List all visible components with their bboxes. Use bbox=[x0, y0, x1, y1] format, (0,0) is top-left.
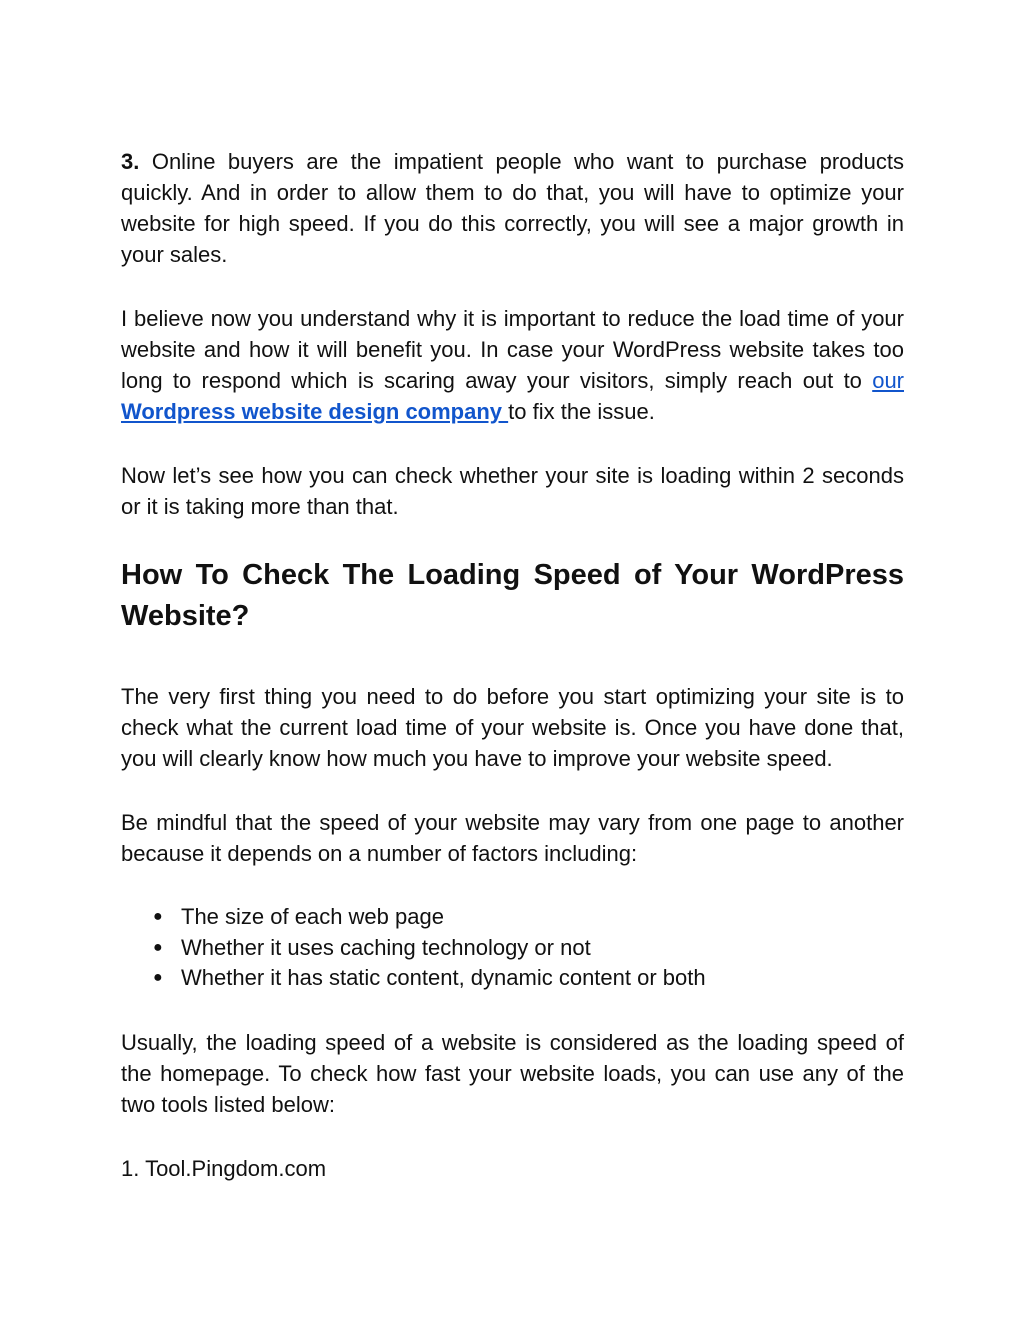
paragraph-understand-text: I believe now you understand why it is important to reduce the load time of your website and how it will benefit you. In case your WordPress website takes too long to respond which is scaring away your visitors, simply reach out to bbox=[121, 306, 904, 393]
list-item-text: Whether it has static content, dynamic content or both bbox=[181, 965, 706, 990]
tool-item-pingdom: 1. Tool.Pingdom.com bbox=[121, 1155, 327, 1181]
factors-list bbox=[121, 902, 904, 994]
bullet-icon: ● bbox=[153, 969, 163, 986]
paragraph-understand bbox=[121, 303, 904, 427]
link-bold-text: Wordpress website design company bbox=[121, 399, 509, 424]
paragraph-check-intro: Now let’s see how you can check whether your site is loading within 2 seconds or it is taking more than that. bbox=[121, 463, 904, 519]
paragraph-first-thing: The very first thing you need to do before you start optimizing your site is to check what the current load time of your website is. Once you have done that, you will clearly know how much you have to improve your website speed. bbox=[121, 684, 904, 771]
paragraph-usually: Usually, the loading speed of a website is considered as the loading speed of the homepage. To check how fast your website loads, you can use any of the two tools listed below: bbox=[121, 1029, 904, 1117]
paragraph-understand-end: to fix the issue. bbox=[508, 399, 655, 424]
bullet-icon: ● bbox=[153, 938, 163, 956]
point-number: 3. bbox=[121, 149, 140, 174]
document-page bbox=[121, 146, 904, 1184]
list-item bbox=[121, 902, 904, 933]
list-item-text: The size of each web page bbox=[181, 904, 444, 929]
bullet-icon: ● bbox=[153, 908, 163, 925]
paragraph-buyers bbox=[121, 146, 904, 270]
paragraph-buyers-text: Online buyers are the impatient people who want to purchase products quickly. And in order to allow them to do that, you will have to optimize your website for high speed. If you do this correctly, you will see a major growth in your sales. bbox=[121, 149, 904, 267]
section-heading: How To Check The Loading Speed of Your WordPress Website? bbox=[121, 559, 904, 632]
list-item-text: Whether it uses caching technology or not bbox=[181, 934, 591, 960]
list-item bbox=[121, 933, 904, 964]
link-plain-text: our bbox=[872, 368, 904, 393]
list-item bbox=[121, 963, 904, 994]
paragraph-mindful: Be mindful that the speed of your website may vary from one page to another because it depends on a number of factors including: bbox=[121, 810, 904, 866]
